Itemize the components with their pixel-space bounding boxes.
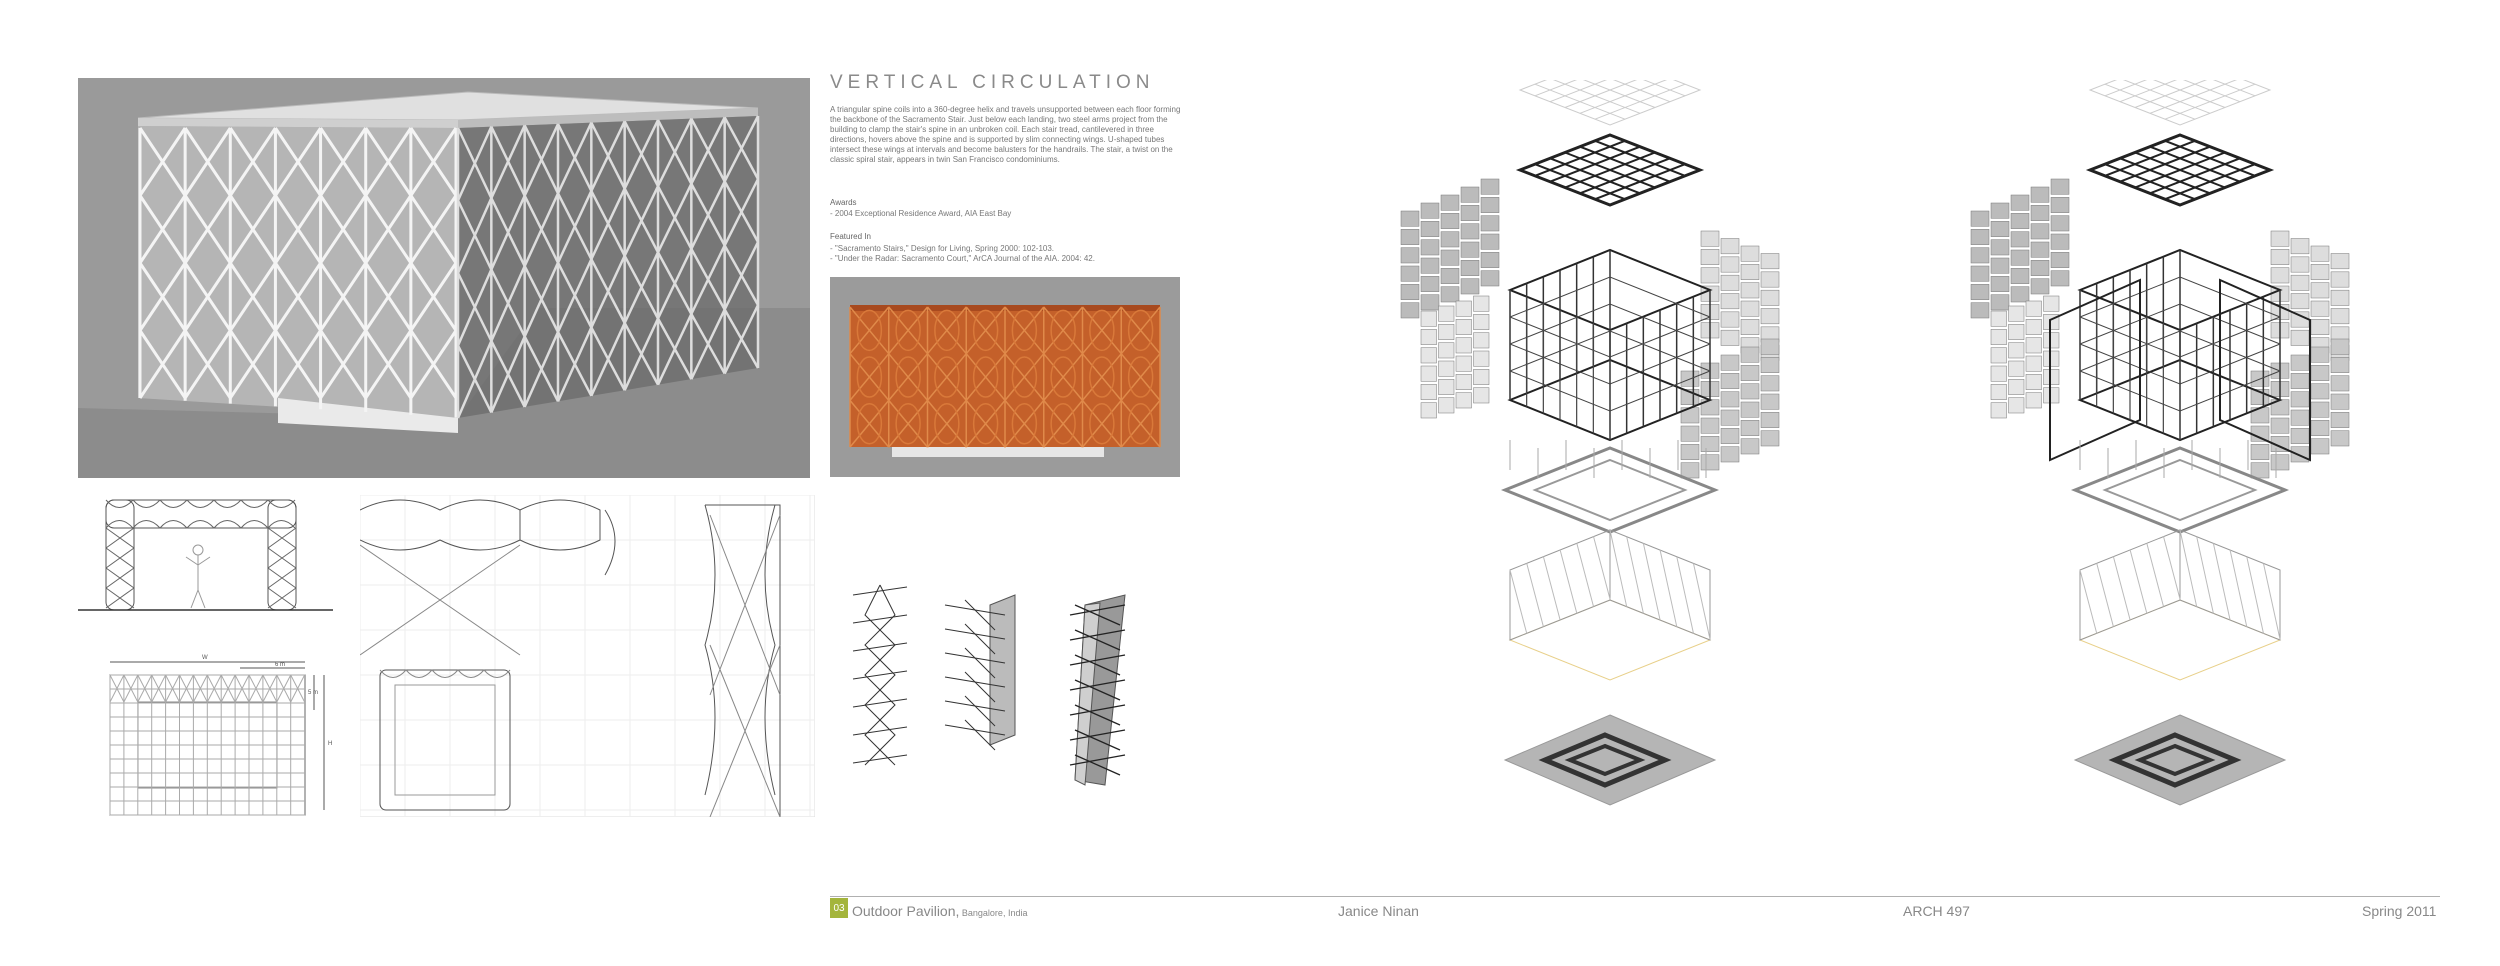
featured-title: Featured In — [830, 232, 871, 241]
featured-item: - "Under the Radar: Sacramento Court," ArCA Journal of the AIA. 2004: 42. — [830, 254, 1095, 263]
project-name: Outdoor Pavilion, — [852, 903, 960, 919]
pavilion-render-drawing — [78, 78, 810, 478]
footer-rule — [830, 896, 2440, 897]
orange-panel-drawing — [830, 277, 1180, 477]
project-number-badge: 03 — [830, 898, 848, 918]
dim-label-side: 5 m — [308, 690, 319, 696]
detail-plan-drawing — [360, 495, 815, 817]
dim-label-width: W — [202, 655, 208, 661]
dim-label-height: H — [328, 741, 333, 747]
awards-text: - 2004 Exceptional Residence Award, AIA East Bay — [830, 209, 1012, 218]
spine-diagrams — [835, 575, 1175, 795]
project-location: Bangalore, India — [959, 908, 1028, 918]
course-code: ARCH 497 — [1903, 903, 1970, 919]
section-heading: VERTICAL CIRCULATION — [830, 72, 1155, 93]
dim-label-top: 6 m — [275, 662, 286, 668]
featured-list — [830, 244, 1190, 264]
elevation-drawing — [78, 495, 338, 635]
exploded-axonometric-1 — [1390, 80, 1830, 820]
term: Spring 2011 — [2362, 903, 2437, 919]
author-name: Janice Ninan — [1338, 903, 1419, 919]
exploded-axonometric-2 — [1960, 80, 2400, 820]
section-body: A triangular spine coils into a 360-degree helix and travels unsupported between each floor forming the backbone of the Sacramento Stair. Just below each landing, two steel arms project from the building to clamp the stair's spine in an unbroken coil. Each stair tread, cantilevered in three directions, hovers above the spine and is supported by slim connecting wings. U-shaped tubes intersect these wings at intervals and become balusters for the handrails. The stair, a twist on the classic spiral stair, appears in twin San Francisco condominiums. — [830, 105, 1181, 164]
orange-panel-render — [830, 277, 1180, 477]
featured-item: - "Sacramento Stairs," Design for Living, Spring 2000: 102-103. — [830, 244, 1055, 253]
plan-drawing — [100, 650, 340, 820]
project-title — [852, 903, 1027, 919]
awards-title: Awards — [830, 198, 857, 207]
pavilion-render — [78, 78, 810, 478]
